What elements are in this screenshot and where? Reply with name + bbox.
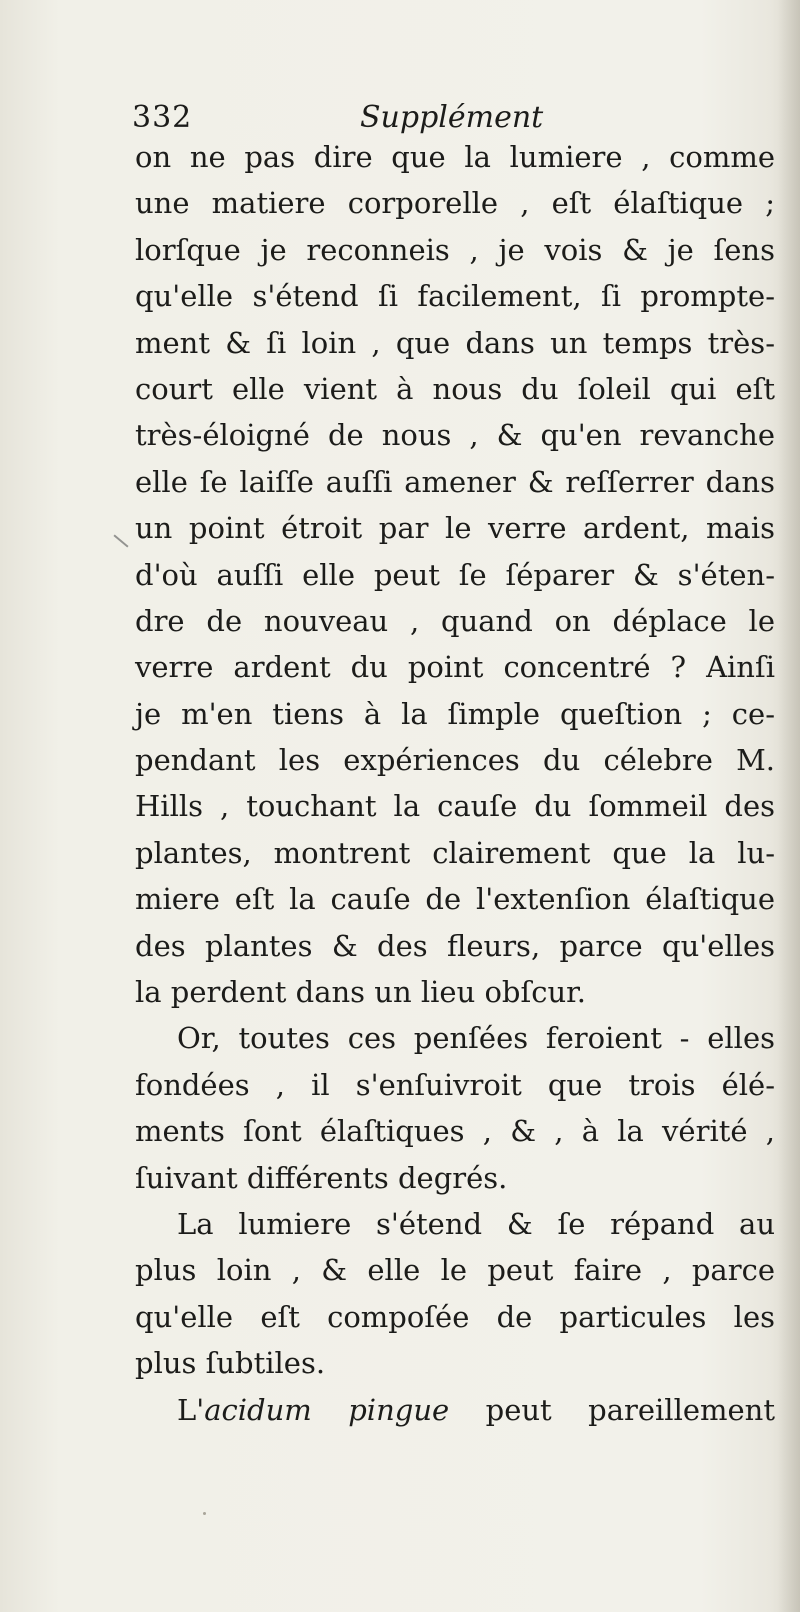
text-line: ments ſont élaſtiques , & , à la vérité , (135, 1114, 775, 1149)
paragraph-2 (135, 1015, 775, 1201)
paragraph-4 (135, 1387, 775, 1433)
body-text (135, 134, 775, 1433)
text-line: la perdent dans un lieu obſcur. (135, 975, 587, 1010)
text-line: court elle vient à nous du ſoleil qui eſt (135, 371, 775, 406)
text-line: plus loin , & elle le peut faire , parce (135, 1253, 775, 1288)
italic-phrase: acidum pingue (204, 1392, 450, 1427)
paragraph-3 (135, 1201, 775, 1387)
page-edge-shadow (778, 0, 800, 1612)
page-number: 332 (132, 100, 193, 135)
text-line: qu'elle eſt compoſée de particules les (135, 1299, 775, 1334)
text-line: je m'en tiens à la ſimple queſtion ; ce- (135, 696, 775, 731)
text-line: ſuivant différents degrés. (135, 1160, 508, 1195)
text-line: Hills , touchant la cauſe du ſommeil des (135, 789, 775, 824)
text-line: Or, toutes ces penſées feroient - elles (177, 1021, 775, 1056)
text-line: plantes, montrent clairement que la lu- (135, 835, 775, 870)
text-line: plus ſubtiles. (135, 1346, 326, 1381)
text-line: elle ſe laiſſe auſſi amener & reſſerrer dans (135, 464, 775, 499)
text-line: très-éloigné de nous , & qu'en revanche (135, 418, 775, 453)
text-line: La lumiere s'étend & ſe répand au (177, 1206, 775, 1241)
running-title: Supplément (360, 100, 544, 135)
text-line-with-italic: L'acidum pingue peut pareillement (177, 1392, 776, 1427)
text-line: fondées , il s'enſuivroit que trois élé- (135, 1067, 775, 1102)
text-line: d'où auſſi elle peut ſe ſéparer & s'éten- (135, 557, 775, 592)
text-line: qu'elle s'étend ſi facilement, ſi prompte- (135, 279, 775, 314)
text-line: verre ardent du point concentré ? Ainſi (135, 650, 775, 685)
text-line: pendant les expériences du célebre M. (135, 743, 775, 778)
margin-mark (113, 534, 128, 547)
text-line: on ne pas dire que la lumiere , comme (135, 140, 775, 174)
text-line: un point étroit par le verre ardent, mais (135, 511, 775, 546)
text-line: des plantes & des fleurs, parce qu'elles (135, 928, 775, 963)
text-line: dre de nouveau , quand on déplace le (135, 603, 775, 638)
paragraph-1 (135, 134, 775, 1015)
text-line: lorſque je reconneis , je vois & je ſens (135, 232, 775, 267)
paper-speck (203, 1512, 206, 1515)
text-line: ment & ſi loin , que dans un temps très- (135, 325, 775, 360)
text-line: miere eſt la cauſe de l'extenſion élaſtique (135, 882, 775, 917)
text-line: une matiere corporelle , eſt élaſtique ; (135, 186, 775, 221)
